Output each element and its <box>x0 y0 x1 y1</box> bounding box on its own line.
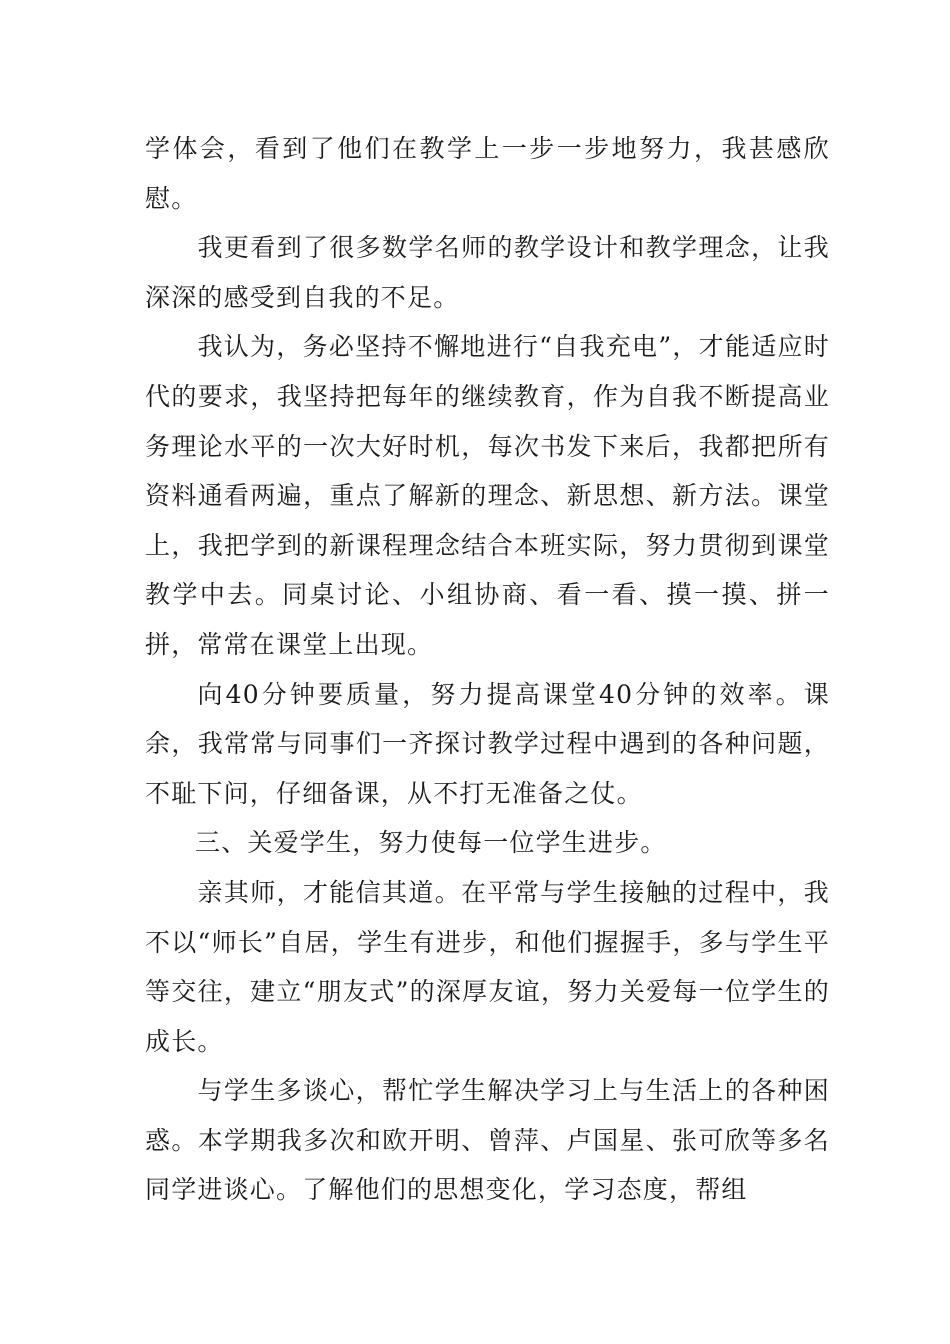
paragraph-1: 学体会，看到了他们在教学上一步一步地努力，我甚感欣慰。 <box>145 134 830 213</box>
paragraph-2: 我更看到了很多数学名师的教学设计和教学理念，让我深深的感受到自我的不足。 <box>145 233 830 312</box>
paragraph-3: 我认为，务必坚持不懈地进行“自我充电”，才能适应时代的要求，我坚持把每年的继续教育，作为自我不断提高业务理论水平的一次大好时机，每次书发下来后，我都把所有资料通看两遍，重点了解新的理念、新思想、新方法。课堂上，我把学到的新课程理念结合本班实际，努力贯彻到课堂教学中去。同桌讨论、小组协商、看一看、摸一摸、拼一拼，常常在课堂上出现。 <box>145 332 830 659</box>
paragraph-6: 与学生多谈心，帮忙学生解决学习上与生活上的各种困惑。本学期我多次和欧开明、曾萍、卢国星、张可欣等多名同学进谈心。了解他们的思想变化，学习态度，帮组 <box>145 1076 830 1205</box>
section-heading: 三、关爱学生，努力使每一位学生进步。 <box>195 828 667 858</box>
paragraph-4: 向40分钟要质量，努力提高课堂40分钟的效率。课余，我常常与同事们一齐探讨教学过程中遇到的各种问题，不耻下问，仔细备课，从不打无准备之仗。 <box>145 679 830 808</box>
document-body <box>145 124 830 1215</box>
paragraph-5: 亲其师，才能信其道。在平常与学生接触的过程中，我不以“师长”自居，学生有进步，和他们握握手，多与学生平等交往，建立“朋友式”的深厚友谊，努力关爱每一位学生的成长。 <box>145 877 830 1056</box>
